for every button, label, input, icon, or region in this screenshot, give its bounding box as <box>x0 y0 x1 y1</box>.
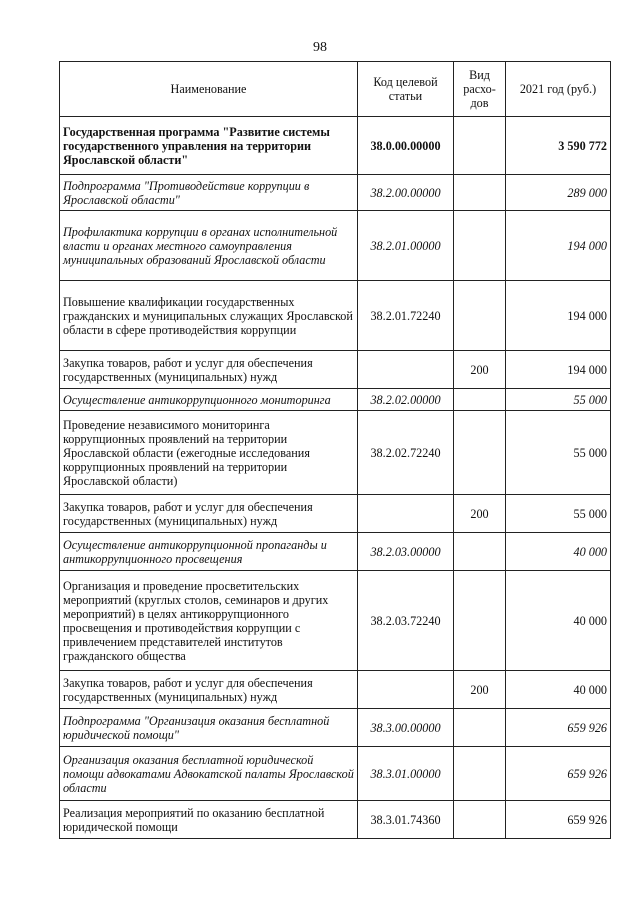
table-row <box>60 747 611 801</box>
row-name: Закупка товаров, работ и услуг для обеспечения государственных (муниципальных) нужд <box>60 495 358 533</box>
row-type: 200 <box>454 671 506 709</box>
table-row <box>60 175 611 211</box>
row-name: Подпрограмма "Организация оказания бесплатной юридической помощи" <box>60 709 358 747</box>
row-name: Государственная программа "Развитие системы государственного управления на территории Ярославской области" <box>60 117 358 175</box>
table-header-row <box>60 62 611 117</box>
row-type: 200 <box>454 351 506 389</box>
row-type <box>454 211 506 281</box>
row-type <box>454 533 506 571</box>
row-code: 38.3.01.00000 <box>358 747 454 801</box>
table-row <box>60 495 611 533</box>
row-amount: 3 590 772 <box>506 117 611 175</box>
row-amount: 55 000 <box>506 495 611 533</box>
table-row <box>60 671 611 709</box>
row-amount: 194 000 <box>506 211 611 281</box>
row-code <box>358 495 454 533</box>
row-name: Осуществление антикоррупционной пропаганды и антикоррупционного просвещения <box>60 533 358 571</box>
row-name: Подпрограмма "Противодействие коррупции в Ярославской области" <box>60 175 358 211</box>
table-row <box>60 211 611 281</box>
row-amount: 289 000 <box>506 175 611 211</box>
row-name: Реализация мероприятий по оказанию бесплатной юридической помощи <box>60 801 358 839</box>
row-type <box>454 801 506 839</box>
table-row <box>60 571 611 671</box>
row-type <box>454 709 506 747</box>
row-amount: 194 000 <box>506 281 611 351</box>
row-code <box>358 351 454 389</box>
row-amount: 659 926 <box>506 801 611 839</box>
table-row <box>60 117 611 175</box>
row-type <box>454 747 506 801</box>
row-name: Организация оказания бесплатной юридической помощи адвокатами Адвокатской палаты Ярославской области <box>60 747 358 801</box>
table-row <box>60 411 611 495</box>
header-code: Код целевой статьи <box>358 62 454 117</box>
table-row <box>60 281 611 351</box>
budget-table <box>59 61 611 839</box>
table-row <box>60 709 611 747</box>
row-amount: 55 000 <box>506 389 611 411</box>
row-code: 38.2.03.72240 <box>358 571 454 671</box>
row-amount: 194 000 <box>506 351 611 389</box>
row-amount: 55 000 <box>506 411 611 495</box>
table-row <box>60 389 611 411</box>
row-code: 38.2.03.00000 <box>358 533 454 571</box>
header-type: Вид расхо-дов <box>454 62 506 117</box>
row-amount: 40 000 <box>506 671 611 709</box>
table-row <box>60 533 611 571</box>
header-amount: 2021 год (руб.) <box>506 62 611 117</box>
row-code: 38.2.02.72240 <box>358 411 454 495</box>
row-name: Проведение независимого мониторинга коррупционных проявлений на территории Ярославской области (ежегодные исследования коррупционных проявлений на территории Ярославской области) <box>60 411 358 495</box>
row-type <box>454 117 506 175</box>
row-name: Закупка товаров, работ и услуг для обеспечения государственных (муниципальных) нужд <box>60 351 358 389</box>
row-type: 200 <box>454 495 506 533</box>
row-name: Осуществление антикоррупционного мониторинга <box>60 389 358 411</box>
row-amount: 40 000 <box>506 533 611 571</box>
row-code <box>358 671 454 709</box>
row-name: Повышение квалификации государственных гражданских и муниципальных служащих Ярославской области в сфере противодействия коррупции <box>60 281 358 351</box>
row-type <box>454 389 506 411</box>
row-code: 38.0.00.00000 <box>358 117 454 175</box>
row-code: 38.2.01.72240 <box>358 281 454 351</box>
row-code: 38.2.01.00000 <box>358 211 454 281</box>
row-code: 38.2.00.00000 <box>358 175 454 211</box>
row-amount: 40 000 <box>506 571 611 671</box>
row-code: 38.3.00.00000 <box>358 709 454 747</box>
row-type <box>454 571 506 671</box>
row-code: 38.2.02.00000 <box>358 389 454 411</box>
row-amount: 659 926 <box>506 709 611 747</box>
table-row <box>60 351 611 389</box>
row-name: Организация и проведение просветительских мероприятий (круглых столов, семинаров и других мероприятий) в целях антикоррупционного просвещения и противодействия коррупции с привлечением представителей институтов гражданского общества <box>60 571 358 671</box>
header-name: Наименование <box>60 62 358 117</box>
row-type <box>454 175 506 211</box>
table-row <box>60 801 611 839</box>
row-code: 38.3.01.74360 <box>358 801 454 839</box>
row-type <box>454 281 506 351</box>
row-type <box>454 411 506 495</box>
page-number: 98 <box>313 40 327 55</box>
row-amount: 659 926 <box>506 747 611 801</box>
row-name: Профилактика коррупции в органах исполнительной власти и органах местного самоуправления муниципальных образований Ярославской области <box>60 211 358 281</box>
row-name: Закупка товаров, работ и услуг для обеспечения государственных (муниципальных) нужд <box>60 671 358 709</box>
